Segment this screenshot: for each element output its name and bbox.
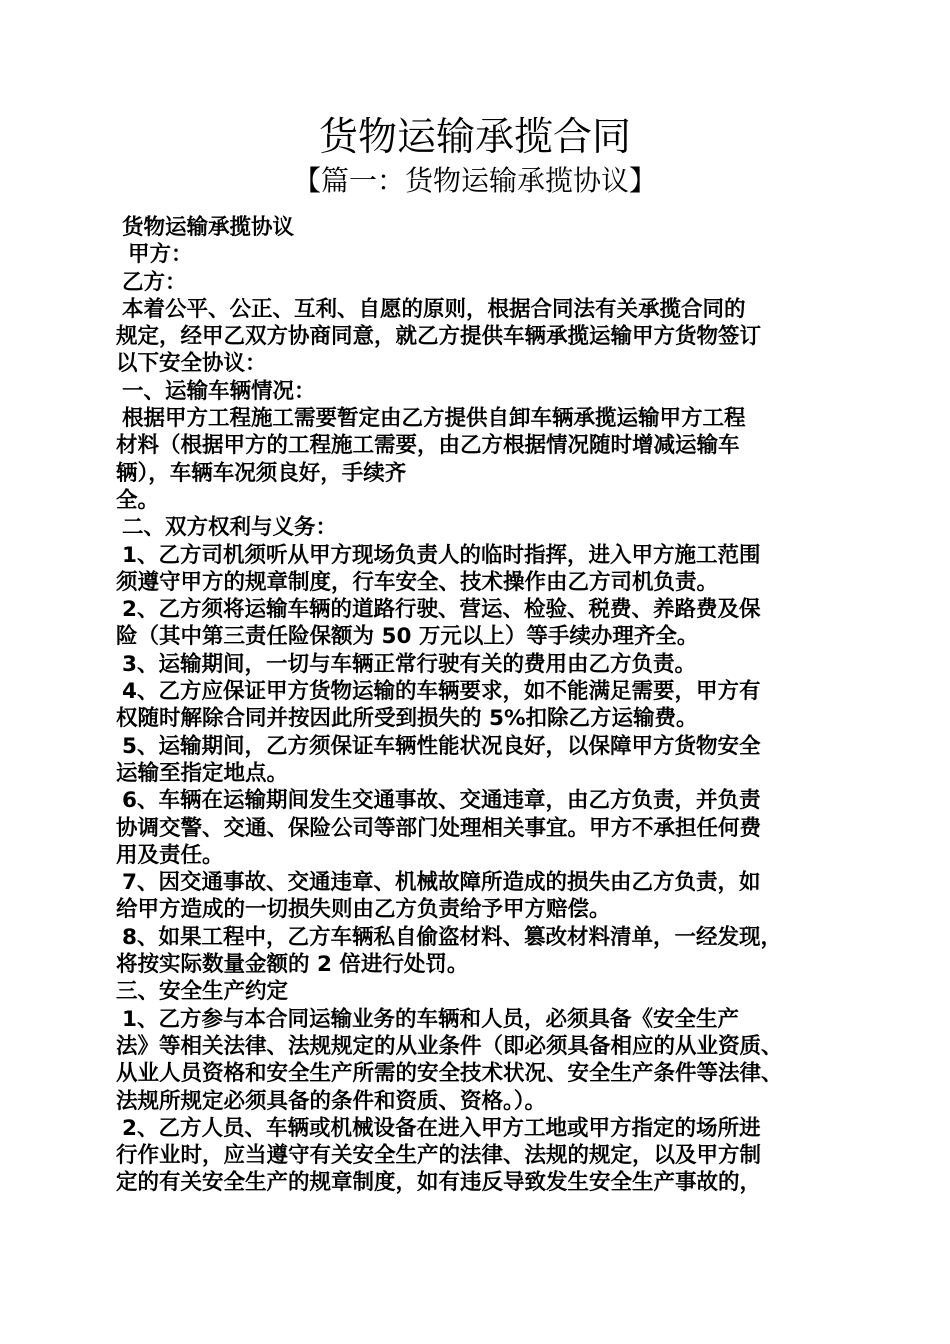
clause-line: 协调交警、交通、保险公司等部门处理相关事宜。甲方不承担任何费 [116, 815, 762, 841]
clause-line: 从业人员资格和安全生产所需的安全技术状况、安全生产条件等法律、 [116, 1061, 783, 1087]
document-body [116, 214, 842, 1197]
section-heading: 三、安全生产约定 [116, 979, 289, 1005]
body-line: 根据甲方工程施工需要暂定由乙方提供自卸车辆承揽运输甲方工程 [122, 406, 746, 432]
clause-line: 将按实际数量金额的 2 倍进行处罚。 [116, 952, 469, 978]
body-line: 本着公平、公正、互利、自愿的原则，根据合同法有关承揽合同的 [122, 296, 746, 322]
body-line: 乙方： [122, 269, 187, 295]
clause-line: 权随时解除合同并按因此所受到损失的 5%扣除乙方运输费。 [116, 706, 698, 732]
body-line: 全。 [116, 487, 160, 513]
clause-line: 给甲方造成的一切损失则由乙方负责给予甲方赔偿。 [116, 897, 611, 923]
clause-line: 3、运输期间，一切与车辆正常行驶有关的费用由乙方负责。 [122, 651, 696, 677]
clause-line: 行作业时，应当遵守有关安全生产的法律、法规的规定，以及甲方制 [116, 1143, 762, 1169]
clause-line: 2、乙方人员、车辆或机械设备在进入甲方工地或甲方指定的场所进 [122, 1115, 761, 1141]
clause-line: 5、运输期间，乙方须保证车辆性能状况良好，以保障甲方货物安全 [122, 733, 761, 759]
body-line: 材料（根据甲方的工程施工需要，由乙方根据情况随时增减运输车 [116, 433, 740, 459]
body-line: 货物运输承揽协议 [122, 215, 295, 240]
clause-line: 4、乙方应保证甲方货物运输的车辆要求，如不能满足需要，甲方有 [122, 679, 761, 705]
clause-line: 2、乙方须将运输车辆的道路行驶、营运、检验、税费、养路费及保 [122, 597, 761, 623]
clause-line: 1、乙方参与本合同运输业务的车辆和人员，必须具备《安全生产 [122, 1006, 739, 1032]
document-subtitle: 【篇一：货物运输承揽协议】 [292, 164, 657, 197]
clause-line: 1、乙方司机须听从甲方现场负责人的临时指挥，进入甲方施工范围 [122, 542, 761, 568]
clause-line: 8、如果工程中，乙方车辆私自偷盗材料、篡改材料清单，一经发现， [122, 924, 782, 950]
clause-line: 6、车辆在运输期间发生交通事故、交通违章，由乙方负责，并负责 [122, 788, 761, 814]
section-heading: 二、双方权利与义务： [122, 515, 338, 541]
clause-line: 法》等相关法律、法规规定的从业条件（即必须具备相应的从业资质、 [116, 1033, 783, 1059]
body-line: 规定，经甲乙双方协商同意，就乙方提供车辆承揽运输甲方货物签订 [116, 324, 762, 350]
clause-line: 用及责任。 [116, 842, 224, 868]
clause-line: 须遵守甲方的规章制度，行车安全、技术操作由乙方司机负责。 [116, 569, 719, 595]
clause-line: 法规所规定必须具备的条件和资质、资格。）。 [116, 1088, 547, 1114]
body-line: 以下安全协议： [116, 351, 267, 377]
clause-line: 定的有关安全生产的规章制度，如有违反导致发生安全生产事故的， [116, 1170, 762, 1196]
clause-line: 7、因交通事故、交通违章、机械故障所造成的损失由乙方负责，如 [122, 870, 761, 896]
document-title: 货物运输承揽合同 [318, 115, 631, 160]
body-line: 甲方： [128, 242, 193, 268]
clause-line: 险（其中第三责任险保额为 50 万元以上）等手续办理齐全。 [116, 624, 699, 650]
body-line: 辆），车辆车况须良好，手续齐 [116, 460, 407, 486]
section-heading: 一、运输车辆情况： [122, 378, 316, 404]
clause-line: 运输至指定地点。 [116, 760, 289, 786]
